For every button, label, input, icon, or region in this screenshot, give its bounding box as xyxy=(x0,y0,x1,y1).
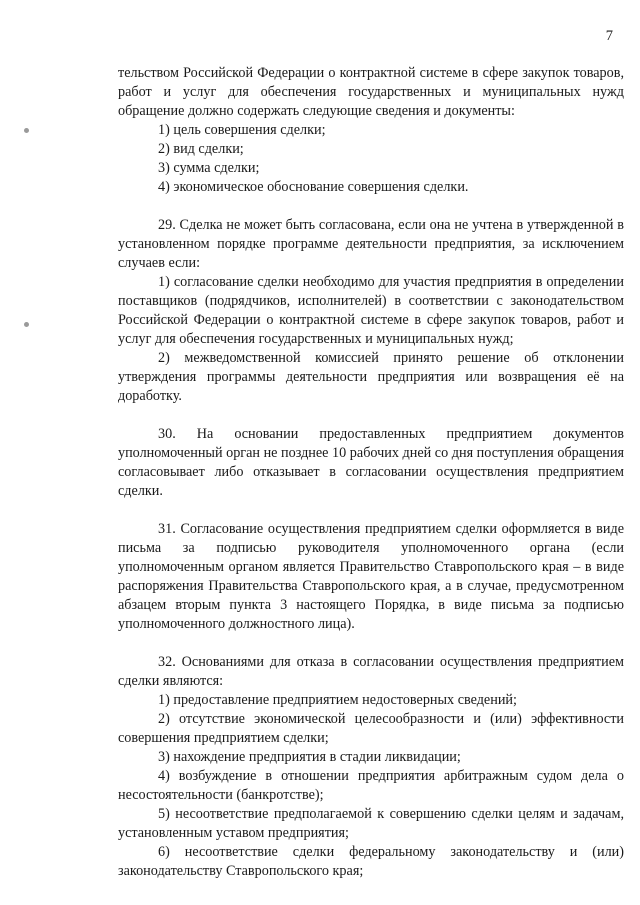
list-item: 4) экономическое обоснование совершения сделки. xyxy=(158,179,469,195)
paragraph-31: 31. Согласование осуществления предприятием сделки оформляется в виде письма за подписью руководителя уполномоченного органа (если уполномоченным органом является Правительство Ставропольского края – в виде распоряжения Правительства Ставропольского края, а в случае, предусмотренном абзацем вторым пункта 3 настоящего Порядка, в виде письма за подписью уполномоченного должностного лица). xyxy=(118,521,624,632)
list-item: 1) предоставление предприятием недостоверных сведений; xyxy=(158,692,517,708)
list-item: 2) вид сделки; xyxy=(158,141,244,157)
list-item: 4) возбуждение в отношении предприятия арбитражным судом дела о несостоятельности (банкротстве); xyxy=(118,768,624,803)
punch-hole-mark xyxy=(24,128,29,133)
punch-hole-mark xyxy=(24,322,29,327)
list-item: 2) межведомственной комиссией принято решение об отклонении утверждения программы деятельности предприятия или возвращения её на доработку. xyxy=(118,350,624,404)
paragraph-continuation: тельством Российской Федерации о контрактной системе в сфере закупок товаров, работ и услуг для обеспечения государственных и муниципальных нужд обращение должно содержать следующие сведения и документы: xyxy=(118,65,624,119)
list-item: 3) нахождение предприятия в стадии ликвидации; xyxy=(158,749,461,765)
page-number: 7 xyxy=(605,28,613,44)
list-item: 2) отсутствие экономической целесообразности и (или) эффективности совершения предприятием сделки; xyxy=(118,711,624,746)
list-item: 1) цель совершения сделки; xyxy=(158,122,326,138)
list-item: 1) согласование сделки необходимо для участия предприятия в определении поставщиков (подрядчиков, исполнителей) в соответствии с законодательством Российской Федерации о контрактной системе в сфере закупок товаров, работ и услуг для обеспечения государственных и муниципальных нужд; xyxy=(118,274,624,347)
document-body xyxy=(118,64,624,881)
paragraph-29: 29. Сделка не может быть согласована, если она не учтена в утвержденной в установленном порядке программе деятельности предприятия, за исключением случаев если: xyxy=(118,217,624,271)
paragraph-30: 30. На основании предоставленных предприятием документов уполномоченный орган не позднее 10 рабочих дней со дня поступления обращения согласовывает либо отказывает в согласовании осуществления предприятием сделки. xyxy=(118,426,624,499)
list-item: 3) сумма сделки; xyxy=(158,160,260,176)
paragraph-32: 32. Основаниями для отказа в согласовании осуществления предприятием сделки являются: xyxy=(118,654,624,689)
list-item: 5) несоответствие предполагаемой к совершению сделки целям и задачам, установленным уставом предприятия; xyxy=(118,806,624,841)
list-item: 6) несоответствие сделки федеральному законодательству и (или) законодательству Ставропольского края; xyxy=(118,844,624,879)
